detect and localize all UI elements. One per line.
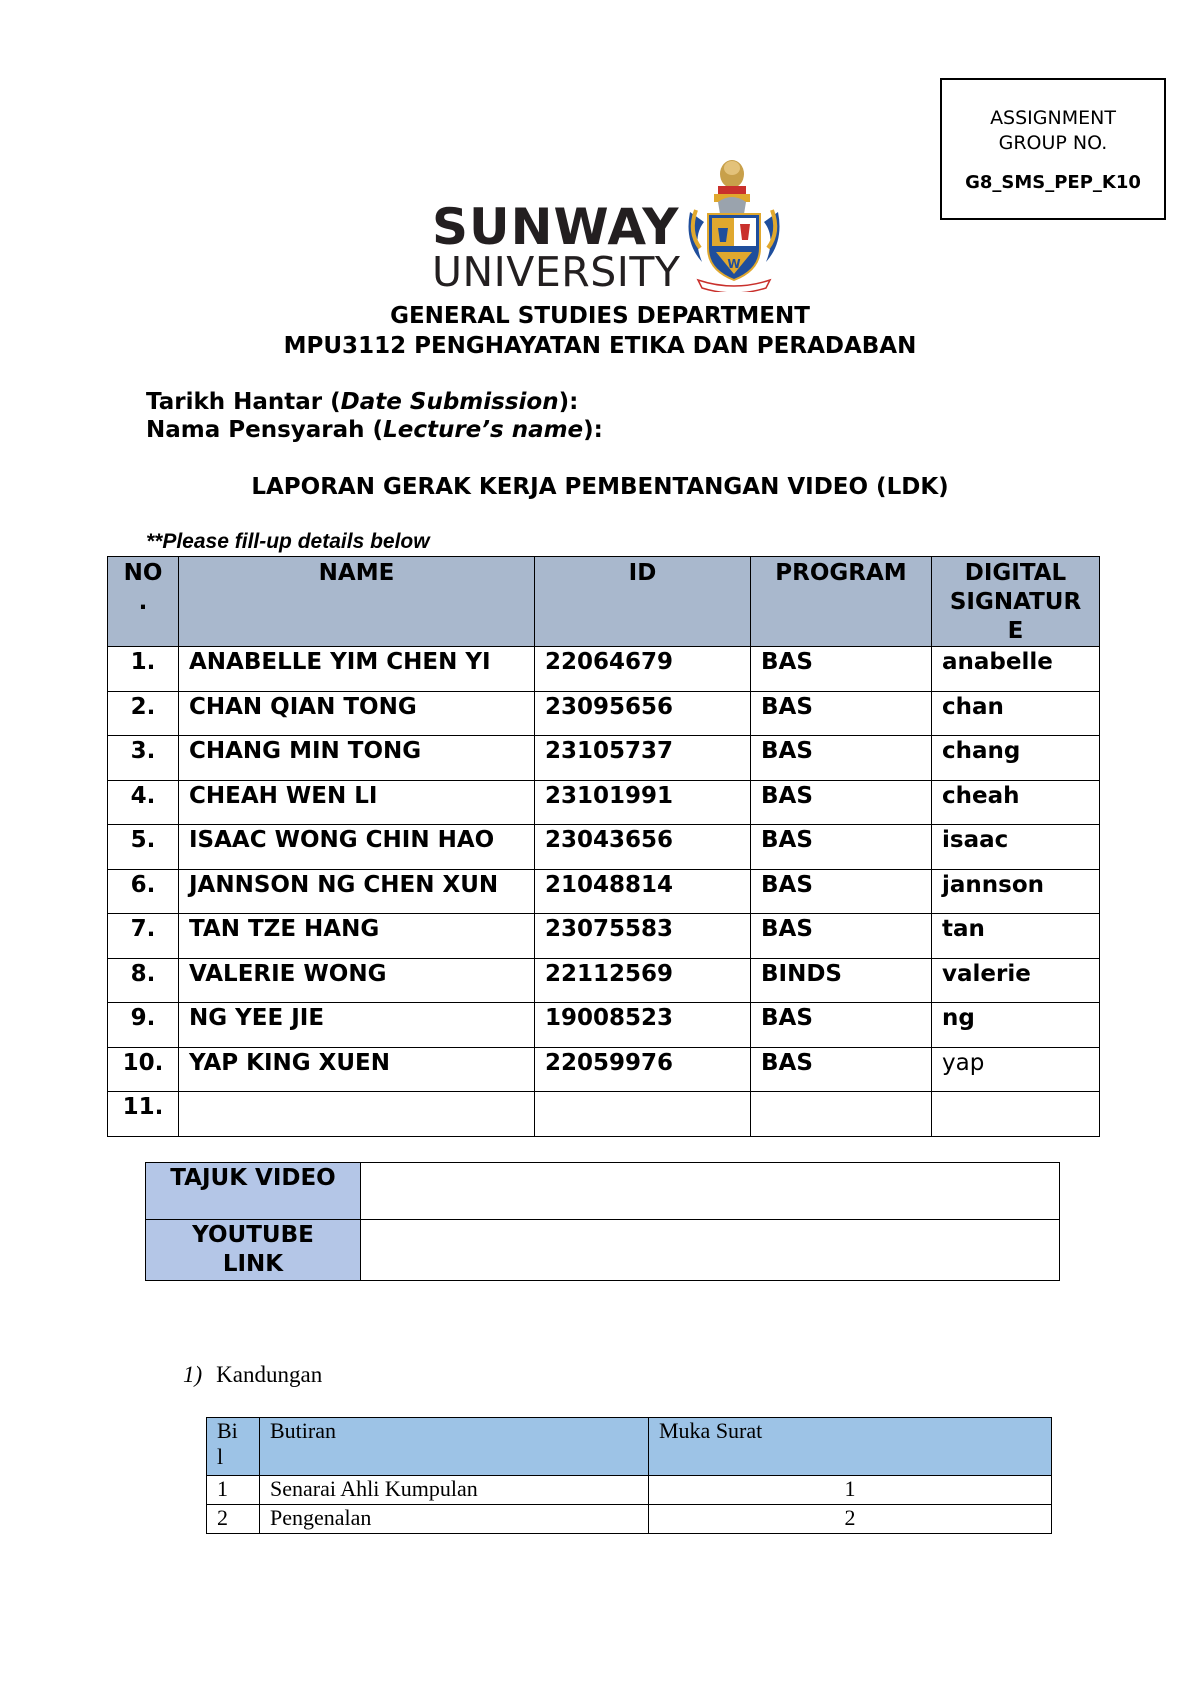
video-info-table [145, 1162, 1060, 1281]
contents-heading [183, 1362, 322, 1388]
group-code: G8_SMS_PEP_K10 [965, 172, 1141, 193]
member-name: NG YEE JIE [179, 1003, 535, 1048]
member-no: 10. [108, 1047, 179, 1092]
table-row [108, 958, 1100, 1003]
member-id: 23075583 [535, 914, 751, 959]
member-signature: chan [932, 691, 1100, 736]
department-title: GENERAL STUDIES DEPARTMENT [390, 303, 810, 329]
table-row [108, 1003, 1100, 1048]
contents-row [207, 1505, 1052, 1534]
member-no: 6. [108, 869, 179, 914]
member-id: 23105737 [535, 736, 751, 781]
table-row [108, 780, 1100, 825]
member-program [751, 1092, 932, 1137]
member-id: 22064679 [535, 647, 751, 692]
svg-text:W: W [727, 257, 741, 271]
date-submission-line: Tarikh Hantar (Date Submission): [146, 389, 579, 415]
member-no: 1. [108, 647, 179, 692]
member-signature: ng [932, 1003, 1100, 1048]
video-title-value[interactable] [361, 1163, 1060, 1220]
member-id: 23043656 [535, 825, 751, 870]
header-id: ID [535, 557, 751, 647]
header-digital-signature: DIGITAL SIGNATUR E [932, 557, 1100, 647]
member-no: 2. [108, 691, 179, 736]
header-butiran: Butiran [260, 1418, 649, 1476]
member-id: 22112569 [535, 958, 751, 1003]
lecturer-name-line: Nama Pensyarah (Lecture’s name): [146, 417, 603, 443]
header-program: PROGRAM [751, 557, 932, 647]
member-no: 11. [108, 1092, 179, 1137]
member-name: VALERIE WONG [179, 958, 535, 1003]
logo-wordmark-university: UNIVERSITY [432, 248, 681, 296]
table-row [108, 869, 1100, 914]
member-id: 19008523 [535, 1003, 751, 1048]
member-no: 7. [108, 914, 179, 959]
member-no: 3. [108, 736, 179, 781]
video-title-label: TAJUK VIDEO [146, 1163, 361, 1220]
member-signature: isaac [932, 825, 1100, 870]
table-row [108, 825, 1100, 870]
member-name: CHAN QIAN TONG [179, 691, 535, 736]
contents-item: Senarai Ahli Kumpulan [260, 1476, 649, 1505]
course-title: MPU3112 PENGHAYATAN ETIKA DAN PERADABAN [283, 333, 917, 359]
member-no: 9. [108, 1003, 179, 1048]
table-row [108, 691, 1100, 736]
member-signature: jannson [932, 869, 1100, 914]
video-title-row [146, 1163, 1060, 1220]
member-signature: chang [932, 736, 1100, 781]
member-program: BAS [751, 1047, 932, 1092]
table-row [108, 914, 1100, 959]
member-name: ISAAC WONG CHIN HAO [179, 825, 535, 870]
member-id [535, 1092, 751, 1137]
table-row [108, 1092, 1100, 1137]
university-logo [432, 152, 784, 296]
member-name: JANNSON NG CHEN XUN [179, 869, 535, 914]
member-signature: yap [932, 1047, 1100, 1092]
member-no: 8. [108, 958, 179, 1003]
contents-row [207, 1476, 1052, 1505]
table-row [108, 647, 1100, 692]
header-name: NAME [179, 557, 535, 647]
header-bil: Bi l [207, 1418, 260, 1476]
member-name: YAP KING XUEN [179, 1047, 535, 1092]
member-signature: anabelle [932, 647, 1100, 692]
member-program: BAS [751, 691, 932, 736]
member-name: CHEAH WEN LI [179, 780, 535, 825]
contents-bil: 1 [207, 1476, 260, 1505]
assignment-group-box [940, 78, 1166, 220]
assignment-label-line1: ASSIGNMENT [990, 107, 1116, 129]
table-row [108, 1047, 1100, 1092]
member-id: 23101991 [535, 780, 751, 825]
table-header-row [108, 557, 1100, 647]
member-id: 23095656 [535, 691, 751, 736]
group-members-table [107, 556, 1100, 1137]
member-signature: valerie [932, 958, 1100, 1003]
member-program: BAS [751, 869, 932, 914]
crest-icon [682, 152, 786, 292]
contents-item: Pengenalan [260, 1505, 649, 1534]
contents-number: 1) [183, 1362, 203, 1387]
contents-table [206, 1417, 1052, 1534]
member-no: 4. [108, 780, 179, 825]
member-program: BAS [751, 647, 932, 692]
member-no: 5. [108, 825, 179, 870]
contents-page: 1 [649, 1476, 1052, 1505]
contents-header-row [207, 1418, 1052, 1476]
header-muka-surat: Muka Surat [649, 1418, 1052, 1476]
member-program: BAS [751, 736, 932, 781]
youtube-link-value[interactable] [361, 1220, 1060, 1281]
member-id: 21048814 [535, 869, 751, 914]
member-name: ANABELLE YIM CHEN YI [179, 647, 535, 692]
table-row [108, 736, 1100, 781]
member-program: BINDS [751, 958, 932, 1003]
member-name [179, 1092, 535, 1137]
member-program: BAS [751, 780, 932, 825]
contents-bil: 2 [207, 1505, 260, 1534]
member-name: CHANG MIN TONG [179, 736, 535, 781]
member-program: BAS [751, 1003, 932, 1048]
member-name: TAN TZE HANG [179, 914, 535, 959]
logo-wordmark-sunway: SUNWAY [432, 198, 680, 256]
youtube-link-row [146, 1220, 1060, 1281]
member-signature [932, 1092, 1100, 1137]
member-program: BAS [751, 825, 932, 870]
contents-title: Kandungan [216, 1362, 323, 1387]
member-id: 22059976 [535, 1047, 751, 1092]
assignment-label-line2: GROUP NO. [998, 132, 1108, 154]
report-title: LAPORAN GERAK KERJA PEMBENTANGAN VIDEO (LDK) [251, 474, 949, 500]
member-program: BAS [751, 914, 932, 959]
member-signature: tan [932, 914, 1100, 959]
fill-up-note: **Please fill-up details below [146, 530, 430, 553]
member-signature: cheah [932, 780, 1100, 825]
contents-page: 2 [649, 1505, 1052, 1534]
youtube-link-label: YOUTUBE LINK [146, 1220, 361, 1281]
header-no: NO . [108, 557, 179, 647]
